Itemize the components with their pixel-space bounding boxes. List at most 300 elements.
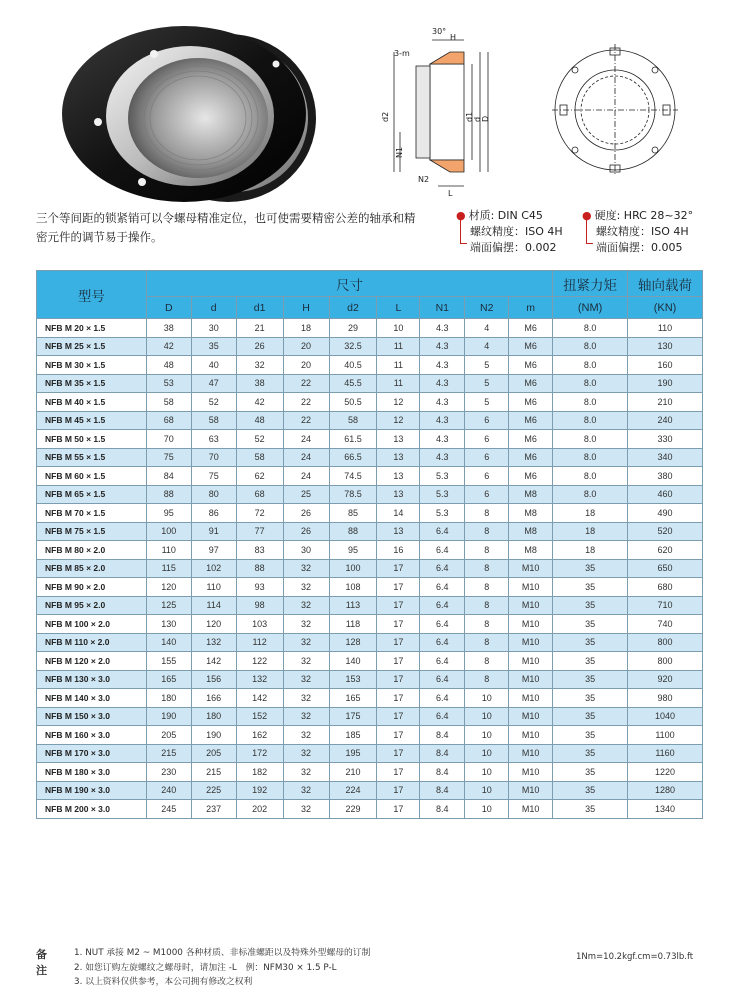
header-sub: d1 (236, 297, 283, 319)
spec-material: ● 材质: DIN C45 (456, 209, 543, 222)
value-cell: 98 (236, 596, 283, 615)
value-cell: 35 (553, 781, 628, 800)
intro-text: 三个等间距的锁紧销可以令螺母精准定位，也可使需要精密公差的轴承和精密元件的调节易于操作。 (36, 211, 416, 244)
notes-label: 备注 (36, 948, 47, 977)
value-cell: 18 (553, 522, 628, 541)
value-cell: 13 (377, 522, 420, 541)
value-cell: 6.4 (420, 633, 465, 652)
value-cell: 74.5 (329, 467, 377, 486)
table-row (37, 356, 703, 375)
value-cell: 10 (465, 707, 509, 726)
value-cell: 190 (191, 726, 236, 745)
value-cell: 20 (283, 356, 329, 375)
value-cell: 5 (465, 356, 509, 375)
value-cell: 1040 (628, 707, 703, 726)
model-cell: NFB M 30 × 1.5 (37, 356, 147, 375)
value-cell: 16 (377, 541, 420, 560)
model-cell: NFB M 25 × 1.5 (37, 337, 147, 356)
value-cell: 6.4 (420, 689, 465, 708)
value-cell: 202 (236, 800, 283, 819)
value-cell: 1100 (628, 726, 703, 745)
value-cell: M10 (509, 615, 553, 634)
value-cell: 35 (553, 726, 628, 745)
header-axial-unit: (KN) (628, 297, 703, 319)
value-cell: 130 (146, 615, 191, 634)
value-cell: 62 (236, 467, 283, 486)
header-sub: L (377, 297, 420, 319)
value-cell: M10 (509, 707, 553, 726)
value-cell: 17 (377, 559, 420, 578)
value-cell: 26 (283, 504, 329, 523)
table-row (37, 707, 703, 726)
value-cell: 68 (146, 411, 191, 430)
model-cell: NFB M 55 × 1.5 (37, 448, 147, 467)
value-cell: 32 (283, 689, 329, 708)
value-cell: 32 (283, 800, 329, 819)
value-cell: 110 (628, 319, 703, 338)
value-cell: 17 (377, 800, 420, 819)
value-cell: 32 (283, 670, 329, 689)
table-row (37, 633, 703, 652)
value-cell: 192 (236, 781, 283, 800)
value-cell: 8.0 (553, 319, 628, 338)
value-cell: 17 (377, 744, 420, 763)
value-cell: 32 (283, 781, 329, 800)
value-cell: 1160 (628, 744, 703, 763)
value-cell: 70 (146, 430, 191, 449)
value-cell: 6.4 (420, 522, 465, 541)
value-cell: 800 (628, 652, 703, 671)
value-cell: 12 (377, 411, 420, 430)
value-cell: 75 (191, 467, 236, 486)
value-cell: 100 (329, 559, 377, 578)
value-cell: 58 (191, 411, 236, 430)
table-row (37, 374, 703, 393)
value-cell: 17 (377, 781, 420, 800)
value-cell: 35 (553, 670, 628, 689)
table-row (37, 522, 703, 541)
value-cell: 4.3 (420, 448, 465, 467)
spec-table (36, 270, 703, 819)
value-cell: 6.4 (420, 541, 465, 560)
header-torque: 扭紧力矩 (553, 271, 628, 297)
value-cell: 24 (283, 430, 329, 449)
value-cell: 8 (465, 596, 509, 615)
value-cell: 17 (377, 670, 420, 689)
model-cell: NFB M 95 × 2.0 (37, 596, 147, 615)
value-cell: 80 (191, 485, 236, 504)
value-cell: 17 (377, 633, 420, 652)
value-cell: 6 (465, 485, 509, 504)
value-cell: 32 (283, 707, 329, 726)
note-item: 3. 以上资料仅供参考，本公司拥有修改之权利 (74, 977, 253, 987)
value-cell: 32 (283, 578, 329, 597)
value-cell: 58 (146, 393, 191, 412)
value-cell: 95 (146, 504, 191, 523)
value-cell: 125 (146, 596, 191, 615)
value-cell: 4.3 (420, 356, 465, 375)
value-cell: 180 (146, 689, 191, 708)
header-sub: d (191, 297, 236, 319)
value-cell: 132 (236, 670, 283, 689)
spec-right-group (582, 224, 732, 256)
front-view-diagram (550, 40, 680, 180)
value-cell: 195 (329, 744, 377, 763)
value-cell: 800 (628, 633, 703, 652)
spec-left-thread: 螺纹精度：ISO 4H (470, 225, 563, 238)
value-cell: 8 (465, 559, 509, 578)
value-cell: M10 (509, 744, 553, 763)
value-cell: 680 (628, 578, 703, 597)
value-cell: 6.4 (420, 559, 465, 578)
value-cell: 5 (465, 393, 509, 412)
value-cell: 6.4 (420, 615, 465, 634)
model-cell: NFB M 130 × 3.0 (37, 670, 147, 689)
diagram-label-m: 3-m (394, 49, 410, 58)
value-cell: 8.4 (420, 763, 465, 782)
value-cell: 8.4 (420, 800, 465, 819)
value-cell: 520 (628, 522, 703, 541)
value-cell: 229 (329, 800, 377, 819)
table-row (37, 670, 703, 689)
value-cell: 83 (236, 541, 283, 560)
value-cell: 4.3 (420, 319, 465, 338)
value-cell: M8 (509, 541, 553, 560)
value-cell: 8 (465, 541, 509, 560)
value-cell: M10 (509, 781, 553, 800)
value-cell: 490 (628, 504, 703, 523)
spec-hardness: ● 硬度: HRC 28~32° (582, 209, 694, 222)
value-cell: 10 (465, 781, 509, 800)
value-cell: 110 (146, 541, 191, 560)
model-cell: NFB M 120 × 2.0 (37, 652, 147, 671)
value-cell: 95 (329, 541, 377, 560)
model-cell: NFB M 35 × 1.5 (37, 374, 147, 393)
value-cell: 8 (465, 522, 509, 541)
table-row (37, 337, 703, 356)
model-cell: NFB M 65 × 1.5 (37, 485, 147, 504)
value-cell: 140 (329, 652, 377, 671)
value-cell: 5.3 (420, 485, 465, 504)
value-cell: 35 (553, 800, 628, 819)
value-cell: 215 (191, 763, 236, 782)
header-model: 型号 (37, 271, 147, 319)
value-cell: 4.3 (420, 411, 465, 430)
value-cell: 4.3 (420, 374, 465, 393)
value-cell: M8 (509, 522, 553, 541)
value-cell: 460 (628, 485, 703, 504)
unit-conversion: 1Nm=10.2kgf.cm=0.73lb.ft (576, 952, 694, 962)
value-cell: 340 (628, 448, 703, 467)
table-row (37, 504, 703, 523)
header-sub: N1 (420, 297, 465, 319)
header-sub: H (283, 297, 329, 319)
model-cell: NFB M 160 × 3.0 (37, 726, 147, 745)
value-cell: 6 (465, 411, 509, 430)
value-cell: 6 (465, 448, 509, 467)
value-cell: 210 (628, 393, 703, 412)
value-cell: 18 (553, 541, 628, 560)
value-cell: 35 (553, 615, 628, 634)
value-cell: 42 (236, 393, 283, 412)
model-cell: NFB M 75 × 1.5 (37, 522, 147, 541)
value-cell: 8.0 (553, 411, 628, 430)
notes-list (74, 946, 494, 990)
value-cell: 8.0 (553, 430, 628, 449)
value-cell: 1340 (628, 800, 703, 819)
value-cell: 47 (191, 374, 236, 393)
value-cell: 32.5 (329, 337, 377, 356)
value-cell: 86 (191, 504, 236, 523)
table-row (37, 559, 703, 578)
value-cell: 172 (236, 744, 283, 763)
table-row (37, 393, 703, 412)
value-cell: 17 (377, 707, 420, 726)
spec-left-runout: 端面偏摆：0.002 (470, 241, 557, 254)
value-cell: 77 (236, 522, 283, 541)
value-cell: 650 (628, 559, 703, 578)
value-cell: 8 (465, 633, 509, 652)
table-row (37, 800, 703, 819)
value-cell: M10 (509, 652, 553, 671)
value-cell: 32 (283, 596, 329, 615)
value-cell: 29 (329, 319, 377, 338)
value-cell: 6.4 (420, 578, 465, 597)
value-cell: 30 (283, 541, 329, 560)
value-cell: 10 (465, 800, 509, 819)
value-cell: 66.5 (329, 448, 377, 467)
model-cell: NFB M 150 × 3.0 (37, 707, 147, 726)
value-cell: 52 (236, 430, 283, 449)
value-cell: 165 (329, 689, 377, 708)
value-cell: 5.3 (420, 504, 465, 523)
value-cell: 17 (377, 763, 420, 782)
value-cell: 35 (191, 337, 236, 356)
header-sub: m (509, 297, 553, 319)
value-cell: 97 (191, 541, 236, 560)
model-cell: NFB M 90 × 2.0 (37, 578, 147, 597)
value-cell: 152 (236, 707, 283, 726)
value-cell: M6 (509, 411, 553, 430)
model-cell: NFB M 200 × 3.0 (37, 800, 147, 819)
value-cell: 8 (465, 652, 509, 671)
value-cell: 5.3 (420, 467, 465, 486)
value-cell: M10 (509, 763, 553, 782)
value-cell: M10 (509, 559, 553, 578)
value-cell: 35 (553, 707, 628, 726)
value-cell: 35 (553, 689, 628, 708)
value-cell: 8 (465, 670, 509, 689)
header-dimensions: 尺寸 (146, 271, 552, 297)
model-cell: NFB M 180 × 3.0 (37, 763, 147, 782)
value-cell: 17 (377, 652, 420, 671)
value-cell: 710 (628, 596, 703, 615)
header-sub: d2 (329, 297, 377, 319)
value-cell: 215 (146, 744, 191, 763)
spec-block (456, 208, 736, 256)
value-cell: 160 (628, 356, 703, 375)
value-cell: 11 (377, 374, 420, 393)
value-cell: 52 (191, 393, 236, 412)
value-cell: 25 (283, 485, 329, 504)
table-row (37, 541, 703, 560)
value-cell: 38 (146, 319, 191, 338)
value-cell: 10 (465, 689, 509, 708)
model-cell: NFB M 20 × 1.5 (37, 319, 147, 338)
value-cell: 205 (191, 744, 236, 763)
value-cell: 230 (146, 763, 191, 782)
value-cell: 118 (329, 615, 377, 634)
value-cell: M6 (509, 337, 553, 356)
value-cell: 11 (377, 356, 420, 375)
value-cell: 128 (329, 633, 377, 652)
value-cell: 32 (283, 744, 329, 763)
value-cell: 32 (283, 726, 329, 745)
value-cell: 120 (146, 578, 191, 597)
value-cell: 10 (465, 763, 509, 782)
value-cell: 165 (146, 670, 191, 689)
value-cell: 156 (191, 670, 236, 689)
value-cell: 190 (146, 707, 191, 726)
cross-section-diagram (372, 22, 490, 200)
value-cell: 8.0 (553, 356, 628, 375)
table-row (37, 689, 703, 708)
value-cell: 24 (283, 448, 329, 467)
value-cell: 130 (628, 337, 703, 356)
spec-right-thread: 螺纹精度：ISO 4H (596, 225, 689, 238)
value-cell: 32 (283, 559, 329, 578)
value-cell: 78.5 (329, 485, 377, 504)
model-cell: NFB M 50 × 1.5 (37, 430, 147, 449)
value-cell: 8.0 (553, 374, 628, 393)
value-cell: 88 (236, 559, 283, 578)
value-cell: 10 (465, 744, 509, 763)
diagram-label-d1: d1 (465, 111, 474, 122)
value-cell: M6 (509, 448, 553, 467)
value-cell: 8.4 (420, 744, 465, 763)
value-cell: 21 (236, 319, 283, 338)
value-cell: 32 (283, 633, 329, 652)
value-cell: 75 (146, 448, 191, 467)
value-cell: 237 (191, 800, 236, 819)
value-cell: 8.0 (553, 337, 628, 356)
value-cell: 35 (553, 596, 628, 615)
value-cell: 190 (628, 374, 703, 393)
value-cell: 35 (553, 559, 628, 578)
value-cell: 10 (377, 319, 420, 338)
model-cell: NFB M 100 × 2.0 (37, 615, 147, 634)
table-row (37, 467, 703, 486)
value-cell: M10 (509, 726, 553, 745)
value-cell: 115 (146, 559, 191, 578)
value-cell: 53 (146, 374, 191, 393)
note-item: 2. 如您订购左旋螺纹之螺母时，请加注 -L 例：NFM30 × 1.5 P-L (74, 962, 337, 973)
header-torque-unit: (NM) (553, 297, 628, 319)
value-cell: 35 (553, 744, 628, 763)
value-cell: 8.4 (420, 726, 465, 745)
value-cell: 142 (191, 652, 236, 671)
diagram-label-N1: N1 (395, 146, 404, 158)
table-row (37, 578, 703, 597)
value-cell: M6 (509, 374, 553, 393)
value-cell: 72 (236, 504, 283, 523)
value-cell: 8 (465, 615, 509, 634)
value-cell: M8 (509, 485, 553, 504)
value-cell: M10 (509, 670, 553, 689)
value-cell: 10 (465, 726, 509, 745)
value-cell: 22 (283, 393, 329, 412)
value-cell: 13 (377, 430, 420, 449)
table-row (37, 448, 703, 467)
value-cell: 17 (377, 596, 420, 615)
header-sub: N2 (465, 297, 509, 319)
value-cell: 11 (377, 337, 420, 356)
model-cell: NFB M 60 × 1.5 (37, 467, 147, 486)
value-cell: 108 (329, 578, 377, 597)
value-cell: 24 (283, 467, 329, 486)
spec-left-group (456, 224, 582, 256)
value-cell: 91 (191, 522, 236, 541)
value-cell: M6 (509, 430, 553, 449)
value-cell: 4.3 (420, 393, 465, 412)
value-cell: 35 (553, 633, 628, 652)
value-cell: 32 (283, 615, 329, 634)
value-cell: 70 (191, 448, 236, 467)
value-cell: 84 (146, 467, 191, 486)
value-cell: 330 (628, 430, 703, 449)
value-cell: 4.3 (420, 337, 465, 356)
value-cell: 85 (329, 504, 377, 523)
value-cell: 40 (191, 356, 236, 375)
value-cell: 12 (377, 393, 420, 412)
value-cell: 8 (465, 504, 509, 523)
value-cell: 18 (553, 504, 628, 523)
value-cell: 1220 (628, 763, 703, 782)
value-cell: 5 (465, 374, 509, 393)
value-cell: 42 (146, 337, 191, 356)
table-row (37, 319, 703, 338)
model-cell: NFB M 45 × 1.5 (37, 411, 147, 430)
value-cell: 920 (628, 670, 703, 689)
value-cell: 1280 (628, 781, 703, 800)
value-cell: 225 (191, 781, 236, 800)
value-cell: 45.5 (329, 374, 377, 393)
value-cell: M6 (509, 393, 553, 412)
value-cell: 35 (553, 763, 628, 782)
table-row (37, 781, 703, 800)
value-cell: 162 (236, 726, 283, 745)
value-cell: 30 (191, 319, 236, 338)
diagram-label-H: H (450, 33, 457, 42)
value-cell: 63 (191, 430, 236, 449)
model-cell: NFB M 85 × 2.0 (37, 559, 147, 578)
diagram-label-N2: N2 (418, 175, 430, 184)
value-cell: 88 (329, 522, 377, 541)
value-cell: 4 (465, 337, 509, 356)
value-cell: 17 (377, 726, 420, 745)
diagram-label-d: d (473, 116, 482, 122)
value-cell: 68 (236, 485, 283, 504)
value-cell: 13 (377, 485, 420, 504)
header-sub: D (146, 297, 191, 319)
value-cell: 210 (329, 763, 377, 782)
value-cell: 14 (377, 504, 420, 523)
model-cell: NFB M 140 × 3.0 (37, 689, 147, 708)
table-row (37, 411, 703, 430)
value-cell: 8.0 (553, 393, 628, 412)
value-cell: 4 (465, 319, 509, 338)
value-cell: 175 (329, 707, 377, 726)
